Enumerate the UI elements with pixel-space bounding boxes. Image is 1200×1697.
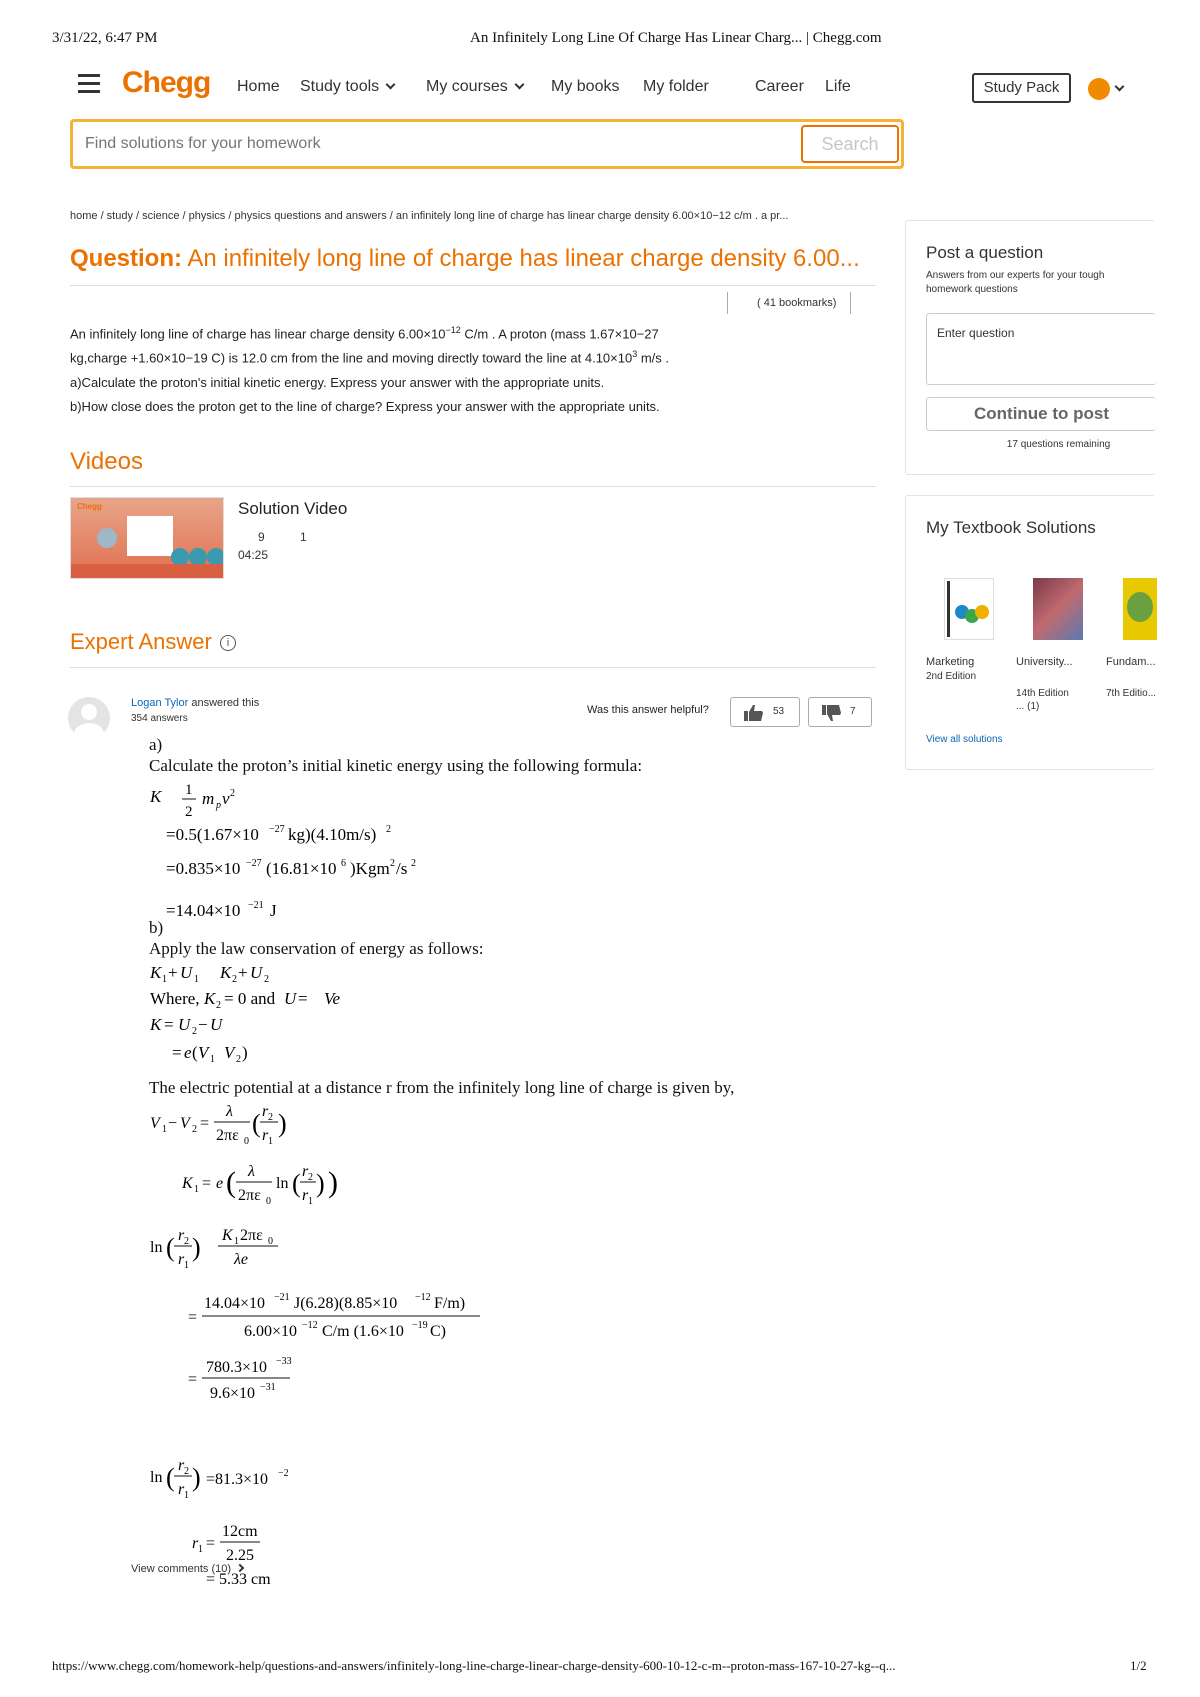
svg-text:2: 2	[192, 1124, 197, 1135]
svg-text:1: 1	[268, 1136, 273, 1147]
svg-text:2πε: 2πε	[240, 1227, 263, 1244]
nav-my-courses[interactable]	[426, 78, 523, 96]
svg-text:=: =	[202, 1175, 212, 1192]
nav-study-tools-label: Study tools	[300, 78, 380, 95]
svg-text:C/m (1.6×10: C/m (1.6×10	[322, 1323, 404, 1340]
svg-text:r: r	[302, 1187, 309, 1204]
svg-text:2πε: 2πε	[238, 1187, 261, 1204]
solution-part-a-text: Calculate the proton’s initial kinetic energy using the following formula:	[149, 756, 643, 775]
svg-text:2: 2	[192, 1026, 197, 1037]
nav-my-books[interactable]: My books	[551, 78, 620, 95]
video-thumbnail[interactable]	[70, 497, 224, 579]
svg-text:=: =	[172, 1043, 182, 1062]
question-exponent-1: −12	[445, 325, 461, 335]
question-exponent-2: 3	[632, 349, 638, 360]
post-question-title: Post a question	[926, 243, 1044, 262]
svg-text:= 5.33 cm: = 5.33 cm	[206, 1571, 271, 1588]
hamburger-menu-icon[interactable]	[78, 74, 100, 92]
svg-text:2: 2	[185, 804, 193, 820]
question-input-placeholder: Enter question	[937, 326, 1015, 340]
svg-text:kg)(4.10m/s): kg)(4.10m/s)	[288, 825, 377, 844]
study-pack-button[interactable]: Study Pack	[972, 73, 1071, 103]
svg-text:V: V	[180, 1115, 190, 1132]
svg-text:K: K	[204, 989, 216, 1008]
author-answer-count: 354 answers	[131, 713, 188, 724]
question-text-line2: kg,charge +1.60×10−19 C) is 12.0 cm from the line and moving directly toward the line at 4.10×10	[70, 350, 633, 366]
svg-text:14.04×10: 14.04×10	[204, 1295, 266, 1312]
textbook-extra: ... (1)	[1016, 701, 1040, 712]
video-duration: 04:25	[238, 548, 269, 562]
thumbs-down-icon	[821, 704, 843, 722]
thumbs-up-icon	[743, 704, 765, 722]
svg-text:2: 2	[390, 858, 395, 869]
question-prefix: Question:	[70, 245, 182, 272]
svg-text:)Kgm: )Kgm	[350, 859, 390, 878]
solution-part-b-text: Apply the law conservation of energy as follows:	[149, 939, 484, 958]
nav-life[interactable]: Life	[825, 78, 851, 95]
textbook-edition: 2nd Edition	[926, 671, 977, 682]
svg-text:U: U	[250, 963, 263, 982]
nav-career[interactable]: Career	[755, 78, 804, 95]
svg-text:U: U	[178, 1015, 191, 1034]
thumbs-down-button[interactable]	[808, 697, 872, 727]
svg-text:2: 2	[411, 858, 416, 869]
view-comments-link[interactable]	[131, 1563, 243, 1575]
svg-text:U: U	[284, 989, 297, 1008]
textbook-name[interactable]: University...	[1016, 656, 1073, 668]
thumbs-up-count: 53	[773, 706, 785, 717]
chegg-logo[interactable]: Chegg	[122, 66, 211, 99]
question-part-a: a)Calculate the proton's initial kinetic energy. Express your answer with the appropriate units.	[70, 374, 605, 390]
question-text-line2-end: m/s .	[637, 350, 670, 366]
svg-text:6: 6	[341, 858, 346, 869]
svg-text:2: 2	[386, 824, 391, 835]
svg-text:r: r	[178, 1251, 185, 1268]
svg-text:): )	[328, 1166, 338, 1199]
avatar[interactable]	[68, 697, 110, 739]
svg-text:r: r	[178, 1481, 185, 1498]
svg-text:U: U	[210, 1015, 223, 1034]
svg-text:): )	[278, 1109, 287, 1138]
svg-text:2: 2	[230, 788, 235, 799]
chevron-right-icon	[236, 1564, 244, 1572]
questions-remaining: 17 questions remaining	[1006, 439, 1111, 450]
svg-text:1: 1	[234, 1236, 239, 1247]
svg-text:K: K	[220, 963, 232, 982]
svg-text:−27: −27	[246, 858, 262, 869]
answered-text: answered this	[188, 697, 260, 709]
svg-text:v: v	[222, 789, 230, 808]
svg-text:−2: −2	[278, 1468, 289, 1479]
expert-answer-heading	[70, 629, 236, 655]
svg-text:λ: λ	[226, 1103, 233, 1120]
svg-text:1: 1	[184, 1260, 189, 1271]
svg-text:780.3×10: 780.3×10	[206, 1359, 268, 1376]
svg-text:1: 1	[210, 1054, 215, 1065]
video-likes[interactable]: 9	[258, 530, 265, 544]
svg-text:=: =	[164, 1015, 174, 1034]
print-page-number: 1/2	[1130, 1658, 1147, 1673]
solution-equation-potential	[150, 1096, 470, 1206]
question-title: An infinitely long line of charge has linear charge density 6.00...	[187, 245, 860, 272]
svg-text:=0.835×10: =0.835×10	[166, 859, 241, 878]
svg-text:r: r	[262, 1103, 269, 1120]
svg-text:2: 2	[268, 1112, 273, 1123]
solution-equation-ke	[150, 778, 450, 898]
nav-study-tools[interactable]	[300, 78, 394, 96]
svg-text:ln: ln	[150, 1469, 163, 1486]
svg-text:−31: −31	[260, 1382, 276, 1393]
svg-text:V: V	[198, 1043, 209, 1062]
svg-text:1: 1	[194, 974, 199, 985]
question-text-line1-end: C/m . A proton (mass 1.67×10−27	[460, 326, 659, 342]
svg-text:2: 2	[236, 1054, 241, 1065]
svg-text:−27: −27	[269, 824, 285, 835]
textbook-edition: 7th Editio...	[1106, 688, 1157, 699]
svg-text:1: 1	[185, 782, 193, 798]
print-datetime: 3/31/22, 6:47 PM	[52, 30, 158, 46]
svg-text:2πε: 2πε	[216, 1127, 239, 1144]
svg-text:r: r	[262, 1127, 269, 1144]
svg-text:(: (	[192, 1043, 198, 1062]
avatar-chevron-down-icon[interactable]	[1114, 80, 1123, 98]
svg-text:2: 2	[264, 974, 269, 985]
svg-text:K: K	[150, 1015, 162, 1034]
textbook-solutions-title: My Textbook Solutions	[926, 518, 1096, 537]
svg-text:U: U	[180, 963, 193, 982]
svg-text:/s: /s	[396, 859, 408, 878]
textbook-edition: 14th Edition	[1016, 688, 1069, 699]
thumbs-down-count: 7	[850, 706, 856, 717]
svg-text:=14.04×10: =14.04×10	[166, 901, 241, 920]
question-input[interactable]	[926, 313, 1156, 385]
svg-text:(: (	[252, 1109, 261, 1138]
svg-text:r: r	[178, 1457, 185, 1474]
svg-text:(: (	[292, 1169, 301, 1198]
svg-text:−12: −12	[302, 1320, 318, 1331]
nav-my-courses-label: My courses	[426, 78, 508, 95]
svg-text:ln: ln	[150, 1239, 163, 1256]
svg-text:=: =	[188, 1371, 198, 1388]
video-dislikes[interactable]: 1	[300, 530, 307, 544]
svg-text:K: K	[222, 1227, 233, 1244]
solution-equation-ke-result	[166, 898, 366, 924]
textbook-name[interactable]: Marketing	[926, 656, 975, 668]
svg-text:1: 1	[308, 1196, 313, 1206]
textbook-solutions-card	[905, 495, 1155, 770]
svg-text:0: 0	[268, 1236, 273, 1247]
svg-text:Ve: Ve	[324, 989, 341, 1008]
textbook-cover-university[interactable]	[1033, 578, 1083, 640]
svg-text:=81.3×10: =81.3×10	[206, 1471, 269, 1488]
svg-text:−: −	[198, 1015, 208, 1034]
svg-text:2: 2	[216, 1000, 221, 1011]
svg-text:=: =	[188, 1309, 198, 1326]
svg-text:1: 1	[198, 1544, 203, 1555]
svg-text:p: p	[216, 800, 221, 811]
solution-part-b-label: b)	[149, 918, 164, 937]
svg-text:+: +	[238, 963, 248, 982]
textbook-name[interactable]: Fundam...	[1106, 656, 1156, 668]
post-question-card	[905, 220, 1155, 475]
svg-text:1: 1	[184, 1490, 189, 1501]
svg-text:e: e	[216, 1175, 224, 1192]
svg-text:12cm: 12cm	[222, 1523, 258, 1540]
svg-text:2: 2	[308, 1172, 313, 1183]
solution-part-a-label: a)	[149, 735, 163, 754]
svg-text:F/m): F/m)	[434, 1295, 466, 1312]
svg-text:C): C)	[430, 1323, 446, 1340]
svg-text:2: 2	[232, 974, 237, 985]
search-input[interactable]	[85, 132, 765, 156]
svg-text:1: 1	[162, 1124, 167, 1135]
view-comments-label: View comments (10)	[131, 1563, 232, 1575]
svg-text:9.6×10: 9.6×10	[210, 1385, 256, 1402]
info-icon[interactable]: i	[220, 635, 236, 651]
question-text-line1: An infinitely long line of charge has linear charge density 6.00×10	[70, 326, 446, 342]
search-bar	[70, 119, 904, 169]
solution-equation-energy	[150, 958, 450, 1078]
svg-text:0: 0	[244, 1136, 249, 1147]
svg-text:m: m	[202, 789, 215, 808]
svg-text:J(6.28)(8.85×10: J(6.28)(8.85×10	[294, 1295, 398, 1312]
svg-text:e: e	[184, 1043, 192, 1062]
svg-text:): )	[192, 1463, 201, 1492]
svg-text:−12: −12	[415, 1292, 431, 1303]
svg-text:−33: −33	[276, 1356, 292, 1367]
svg-text:=: =	[298, 989, 308, 1008]
svg-text:V: V	[224, 1043, 235, 1062]
thumbs-up-button[interactable]	[730, 697, 800, 727]
question-body	[70, 320, 770, 417]
solution-potential-text: The electric potential at a distance r from the infinitely long line of charge is given by,	[149, 1078, 735, 1097]
continue-to-post-button[interactable]: Continue to post	[926, 397, 1156, 431]
svg-text:=: =	[200, 1115, 210, 1132]
svg-text:=: =	[206, 1535, 216, 1552]
svg-text:−21: −21	[248, 900, 264, 911]
svg-text:λe: λe	[234, 1251, 249, 1268]
svg-text:+: +	[168, 963, 178, 982]
answer-author-line	[131, 697, 259, 709]
svg-text:λ: λ	[248, 1163, 255, 1180]
svg-text:ln: ln	[276, 1175, 289, 1192]
svg-text:6.00×10: 6.00×10	[244, 1323, 298, 1340]
nav-home[interactable]: Home	[237, 78, 280, 95]
print-footer-url: https://www.chegg.com/homework-help/questions-and-answers/infinitely-long-line-charge-linear-charge-density-600-10-12-c-m--proton-mass-167-10-27-kg--q...	[52, 1658, 896, 1673]
svg-text:−21: −21	[274, 1292, 290, 1303]
svg-text:(16.81×10: (16.81×10	[266, 859, 337, 878]
textbook-cover-fundamentals[interactable]	[1123, 578, 1157, 640]
svg-text:): )	[242, 1043, 248, 1062]
svg-text:V: V	[150, 1115, 160, 1132]
avatar[interactable]	[1088, 78, 1110, 100]
svg-text:r: r	[302, 1163, 309, 1180]
helpful-question: Was this answer helpful?	[587, 704, 709, 716]
expert-answer-heading-text: Expert Answer	[70, 629, 212, 654]
svg-text:−19: −19	[412, 1320, 428, 1331]
view-all-solutions-link[interactable]: View all solutions	[926, 734, 1003, 745]
solution-equation-ln	[150, 1222, 510, 1452]
svg-text:(: (	[166, 1233, 175, 1262]
post-question-subtitle: Answers from our experts for your tough homework questions	[926, 270, 1105, 295]
svg-text:2: 2	[184, 1236, 189, 1247]
svg-text:1: 1	[194, 1184, 199, 1195]
breadcrumb[interactable]: home / study / science / physics / physics questions and answers / an infinitely long line of charge has linear charge density 6.00×10−12 c/m . a pr...	[70, 210, 789, 222]
video-title[interactable]: Solution Video	[238, 499, 348, 518]
svg-text:= 0 and: = 0 and	[224, 989, 276, 1008]
svg-text:): )	[192, 1233, 201, 1262]
svg-text:(: (	[226, 1166, 236, 1199]
video-thumb-logo: Chegg	[77, 502, 102, 511]
svg-text:1: 1	[162, 974, 167, 985]
videos-heading: Videos	[70, 448, 143, 475]
svg-text:K: K	[150, 963, 162, 982]
chevron-down-icon	[514, 80, 524, 90]
print-title: An Infinitely Long Line Of Charge Has Linear Charg... | Chegg.com	[470, 30, 882, 46]
chevron-down-icon	[386, 80, 396, 90]
bookmarks-count[interactable]: ( 41 bookmarks)	[757, 297, 837, 309]
svg-text:): )	[316, 1169, 325, 1198]
svg-text:=0.5(1.67×10: =0.5(1.67×10	[166, 825, 259, 844]
svg-text:(: (	[166, 1463, 175, 1492]
author-link[interactable]: Logan Tylor	[131, 697, 189, 709]
svg-text:K: K	[150, 787, 162, 806]
svg-text:r: r	[178, 1227, 185, 1244]
svg-text:0: 0	[266, 1196, 271, 1206]
svg-text:2.25: 2.25	[226, 1547, 254, 1564]
svg-text:J: J	[270, 901, 277, 920]
svg-text:r: r	[192, 1535, 199, 1552]
search-button[interactable]: Search	[801, 125, 899, 163]
question-part-b: b)How close does the proton get to the line of charge? Express your answer with the appropriate units.	[70, 398, 660, 414]
nav-my-folder[interactable]: My folder	[643, 78, 709, 95]
svg-text:Where,: Where,	[150, 989, 200, 1008]
svg-text:2: 2	[184, 1466, 189, 1477]
svg-text:−: −	[168, 1115, 178, 1132]
svg-text:K: K	[182, 1175, 193, 1192]
textbook-cover-marketing[interactable]	[944, 578, 994, 640]
page-title	[70, 245, 860, 273]
